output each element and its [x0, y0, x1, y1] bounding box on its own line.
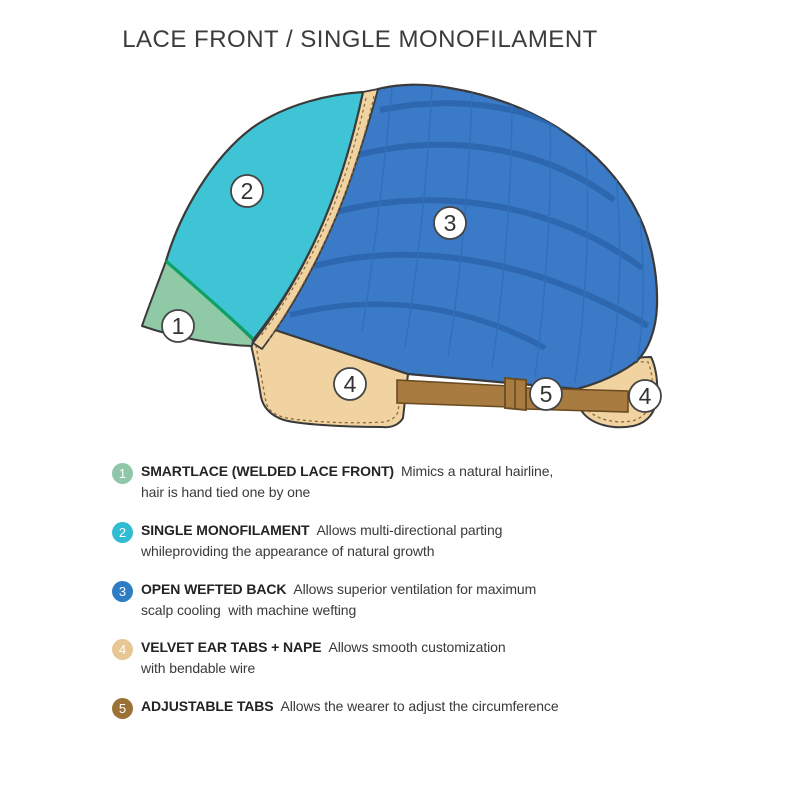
legend-desc-4b: with bendable wire	[141, 659, 256, 676]
marker-5	[530, 378, 562, 410]
legend-desc-4a: Allows smooth customization	[328, 639, 506, 655]
legend-text-2	[141, 520, 502, 561]
legend-desc-1b: hair is hand tied one by one	[141, 483, 311, 500]
adjustable-strap-left	[397, 380, 509, 407]
marker-2-label: 2	[240, 178, 254, 204]
legend-desc-5a: Allows the wearer to adjust the circumference	[280, 698, 559, 714]
legend-item-smartlace	[112, 461, 553, 502]
page-title: LACE FRONT / SINGLE MONOFILAMENT	[122, 26, 598, 53]
marker-4-right-label: 4	[638, 383, 652, 409]
legend-text-4	[141, 637, 506, 678]
legend-text-3	[141, 579, 536, 620]
legend-item-ear-tabs	[112, 637, 506, 678]
legend-number-badge-1: 1	[112, 463, 133, 484]
marker-3	[434, 207, 466, 239]
marker-4-left-label: 4	[343, 371, 357, 397]
legend-desc-3a: Allows superior ventilation for maximum	[293, 581, 537, 597]
legend-item-monofilament	[112, 520, 502, 561]
legend-number-badge-5: 5	[112, 698, 133, 719]
marker-1-label: 1	[171, 313, 185, 339]
legend-number-badge-4: 4	[112, 639, 133, 660]
legend-desc-2b: whileproviding the appearance of natural growth	[141, 542, 435, 559]
legend-desc-1a: Mimics a natural hairline,	[400, 463, 554, 479]
legend-term-1: SMARTLACE (WELDED LACE FRONT)	[141, 463, 394, 479]
legend-desc-2a: Allows multi-directional parting	[316, 522, 503, 538]
legend-term-2: SINGLE MONOFILAMENT	[141, 522, 310, 538]
legend-term-4: VELVET EAR TABS + NAPE	[141, 639, 322, 655]
legend-number-badge-2: 2	[112, 522, 133, 543]
legend-text-1	[141, 461, 553, 502]
legend-item-wefted-back	[112, 579, 536, 620]
marker-5-label: 5	[539, 381, 553, 407]
marker-1	[162, 310, 194, 342]
legend-term-5: ADJUSTABLE TABS	[141, 698, 274, 714]
legend-term-3: OPEN WEFTED BACK	[141, 581, 287, 597]
marker-3-label: 3	[443, 210, 457, 236]
legend-item-adjustable-tabs	[112, 696, 559, 719]
legend-number-badge-3: 3	[112, 581, 133, 602]
marker-4-left	[334, 368, 366, 400]
marker-4-right	[629, 380, 661, 412]
legend-text-5	[141, 696, 559, 717]
marker-2	[231, 175, 263, 207]
legend-desc-3b: scalp cooling with machine wefting	[141, 601, 357, 618]
